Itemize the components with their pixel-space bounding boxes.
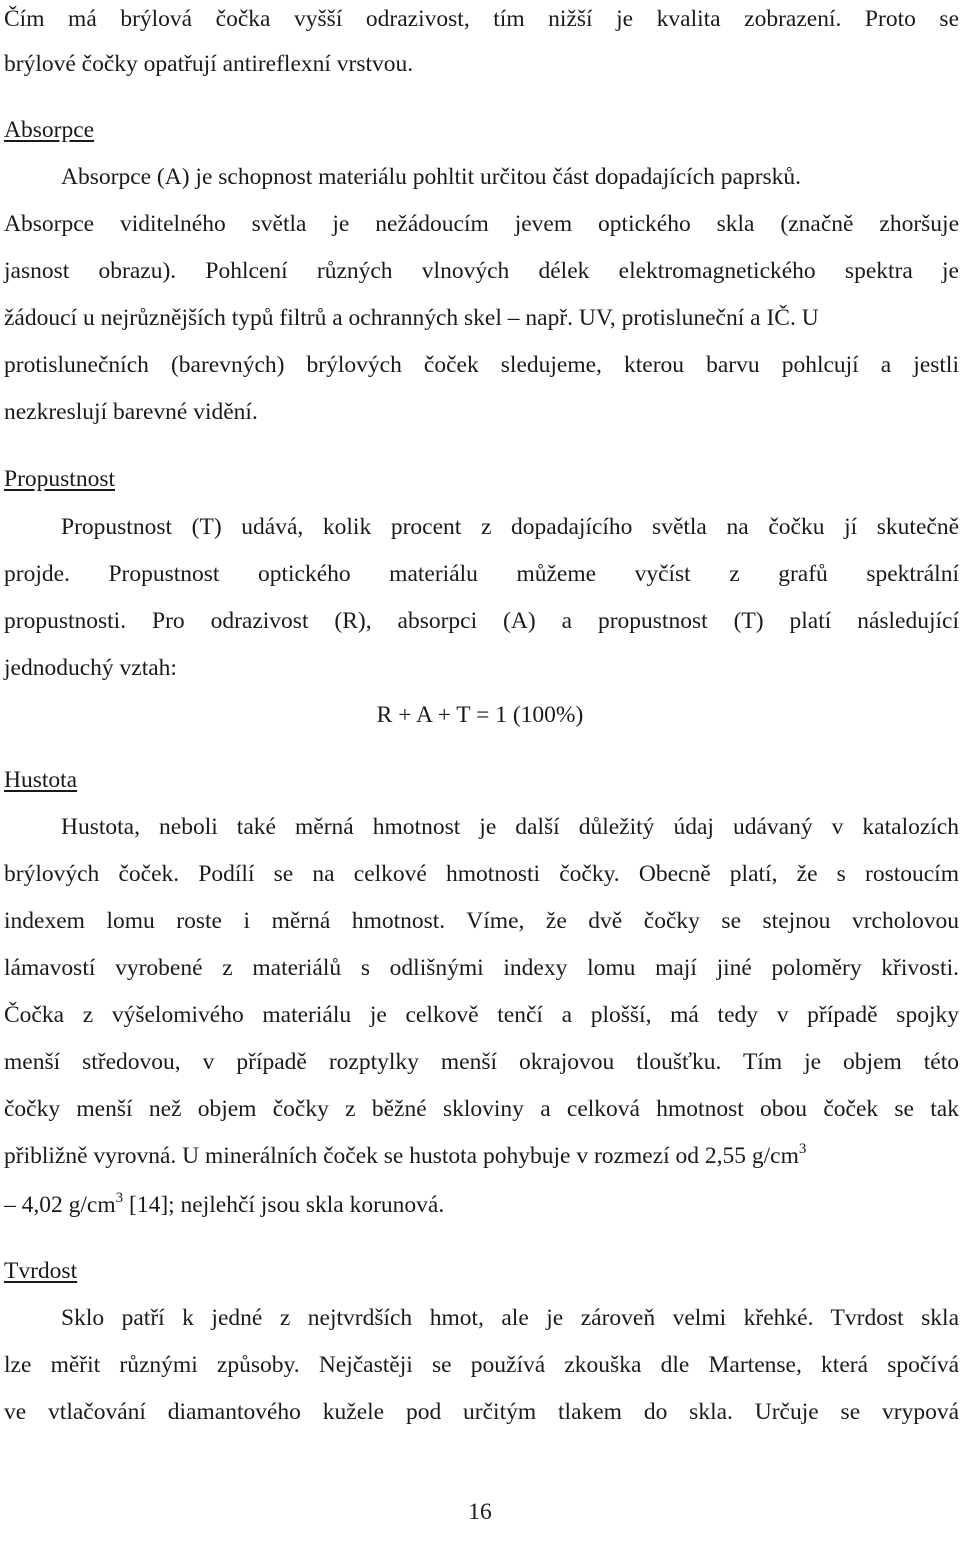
section-heading-propustnost: Propustnost	[4, 466, 115, 492]
paragraph-line: brýlové čočky opatřují antireflexní vrstvou.	[4, 51, 414, 77]
paragraph-line: Propustnost (T) udává, kolik procent z dopadajícího světla na čočku jí skutečně	[61, 514, 959, 540]
paragraph-line: Sklo patří k jedné z nejtvrdších hmot, ale je zároveň velmi křehké. Tvrdost skla	[61, 1305, 959, 1331]
page-number: 16	[468, 1499, 492, 1525]
paragraph-line: Absorpce (A) je schopnost materiálu pohltit určitou část dopadajících paprsků.	[61, 164, 802, 190]
paragraph-line: Hustota, neboli také měrná hmotnost je další důležitý údaj udávaný v katalozích	[61, 814, 959, 840]
section-heading-absorpce: Absorpce	[4, 117, 95, 143]
paragraph-line: lámavostí vyrobené z materiálů s odlišnými indexy lomu mají jiné poloměry křivosti.	[4, 955, 959, 981]
paragraph-line: menší středovou, v případě rozptylky menší okrajovou tloušťku. Tím je objem této	[4, 1049, 959, 1075]
paragraph-line: protislunečních (barevných) brýlových čoček sledujeme, kterou barvu pohlcují a jestli	[4, 352, 959, 378]
equation: R + A + T = 1 (100%)	[376, 702, 584, 728]
paragraph-line: lze měřit různými způsoby. Nejčastěji se používá zkouška dle Martense, která spočívá	[4, 1352, 959, 1378]
superscript: 3	[115, 1190, 124, 1206]
paragraph-line: ve vtlačování diamantového kužele pod určitým tlakem do skla. Určuje se vrypová	[4, 1399, 959, 1425]
paragraph-line: jednoduchý vztah:	[4, 655, 177, 681]
superscript: 3	[798, 1141, 807, 1157]
paragraph-line: jasnost obrazu). Pohlcení různých vlnových délek elektromagnetického spektra je	[4, 258, 959, 284]
section-heading-tvrdost: Tvrdost	[4, 1258, 78, 1284]
paragraph-line: Čočka z výšelomivého materiálu je celkově tenčí a plošší, má tedy v případě spojky	[4, 1002, 959, 1028]
paragraph-line: propustnosti. Pro odrazivost (R), absorpci (A) a propustnost (T) platí následující	[4, 608, 959, 634]
paragraph-line: Čím má brýlová čočka vyšší odrazivost, tím nižší je kvalita zobrazení. Proto se	[4, 6, 959, 32]
paragraph-line: čočky menší než objem čočky z běžné skloviny a celková hmotnost obou čoček se tak	[4, 1096, 959, 1122]
paragraph-line: Absorpce viditelného světla je nežádoucím jevem optického skla (značně zhoršuje	[4, 211, 959, 237]
paragraph-line: nezkreslují barevné vidění.	[4, 399, 258, 425]
paragraph-line: projde. Propustnost optického materiálu můžeme vyčíst z grafů spektrální	[4, 561, 959, 587]
line-text: přibližně vyrovná. U minerálních čoček se hustota pohybuje v rozmezí od 2,55 g/cm	[4, 1143, 799, 1169]
paragraph-line: žádoucí u nejrůznějších typů filtrů a ochranných skel – např. UV, protisluneční a IČ. U	[4, 305, 819, 331]
paragraph-line	[4, 1190, 444, 1220]
line-text: – 4,02 g/cm	[4, 1192, 116, 1218]
paragraph-line: indexem lomu roste i měrná hmotnost. Víme, že dvě čočky se stejnou vrcholovou	[4, 908, 959, 934]
paragraph-line	[4, 1141, 806, 1171]
paragraph-line: brýlových čoček. Podílí se na celkové hmotnosti čočky. Obecně platí, že s rostoucím	[4, 861, 959, 887]
section-heading-hustota: Hustota	[4, 767, 78, 793]
line-text: [14]; nejlehčí jsou skla korunová.	[123, 1192, 445, 1218]
